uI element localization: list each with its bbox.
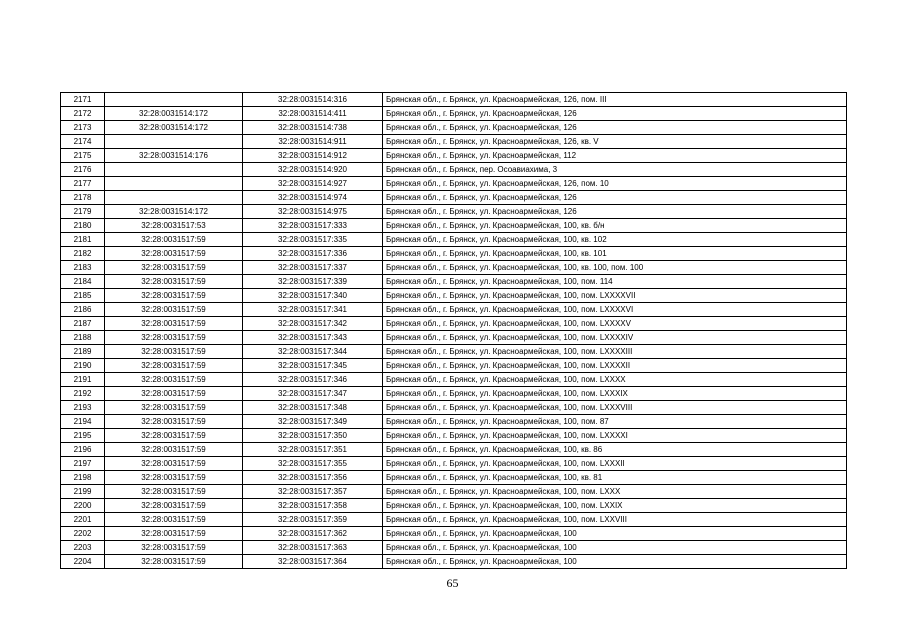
address-cell: Брянская обл., г. Брянск, ул. Красноармейская, 126 (383, 121, 847, 135)
address-cell: Брянская обл., г. Брянск, пер. Осоавиахима, 3 (383, 163, 847, 177)
parent-cadastral-number-cell (105, 135, 243, 149)
parent-cadastral-number-cell: 32:28:0031514:172 (105, 205, 243, 219)
row-number-cell: 2171 (61, 93, 105, 107)
row-number-cell: 2183 (61, 261, 105, 275)
row-number-cell: 2175 (61, 149, 105, 163)
row-number-cell: 2195 (61, 429, 105, 443)
address-cell: Брянская обл., г. Брянск, ул. Красноармейская, 126 (383, 205, 847, 219)
table-row (61, 331, 847, 345)
cadastral-number-cell: 32:28:0031517:348 (243, 401, 383, 415)
row-number-cell: 2202 (61, 527, 105, 541)
address-cell: Брянская обл., г. Брянск, ул. Красноармейская, 112 (383, 149, 847, 163)
parent-cadastral-number-cell: 32:28:0031517:59 (105, 303, 243, 317)
address-cell: Брянская обл., г. Брянск, ул. Красноармейская, 100 (383, 541, 847, 555)
table-row (61, 527, 847, 541)
cadastral-number-cell: 32:28:0031517:356 (243, 471, 383, 485)
address-cell: Брянская обл., г. Брянск, ул. Красноармейская, 100, пом. LXXXIX (383, 387, 847, 401)
cadastral-registry-table (60, 92, 847, 569)
table-row (61, 247, 847, 261)
address-cell: Брянская обл., г. Брянск, ул. Красноармейская, 100, пом. LXXXXVI (383, 303, 847, 317)
table-row (61, 191, 847, 205)
table-row (61, 387, 847, 401)
row-number-cell: 2204 (61, 555, 105, 569)
cadastral-number-cell: 32:28:0031517:335 (243, 233, 383, 247)
parent-cadastral-number-cell: 32:28:0031514:172 (105, 121, 243, 135)
table-row (61, 373, 847, 387)
row-number-cell: 2192 (61, 387, 105, 401)
cadastral-number-cell: 32:28:0031517:355 (243, 457, 383, 471)
table-row (61, 443, 847, 457)
table-row (61, 135, 847, 149)
cadastral-number-cell: 32:28:0031517:358 (243, 499, 383, 513)
row-number-cell: 2187 (61, 317, 105, 331)
cadastral-number-cell: 32:28:0031517:343 (243, 331, 383, 345)
parent-cadastral-number-cell: 32:28:0031517:59 (105, 331, 243, 345)
table-row (61, 275, 847, 289)
address-cell: Брянская обл., г. Брянск, ул. Красноармейская, 100, пом. LXXXXI (383, 429, 847, 443)
row-number-cell: 2196 (61, 443, 105, 457)
parent-cadastral-number-cell: 32:28:0031517:59 (105, 541, 243, 555)
cadastral-number-cell: 32:28:0031517:349 (243, 415, 383, 429)
cadastral-number-cell: 32:28:0031517:362 (243, 527, 383, 541)
row-number-cell: 2182 (61, 247, 105, 261)
table-row (61, 317, 847, 331)
parent-cadastral-number-cell: 32:28:0031517:59 (105, 555, 243, 569)
cadastral-number-cell: 32:28:0031517:359 (243, 513, 383, 527)
address-cell: Брянская обл., г. Брянск, ул. Красноармейская, 100, пом. LXXX (383, 485, 847, 499)
cadastral-number-cell: 32:28:0031517:345 (243, 359, 383, 373)
address-cell: Брянская обл., г. Брянск, ул. Красноармейская, 100, пом. LXXXXII (383, 359, 847, 373)
parent-cadastral-number-cell: 32:28:0031517:59 (105, 485, 243, 499)
parent-cadastral-number-cell: 32:28:0031517:59 (105, 289, 243, 303)
table-row (61, 415, 847, 429)
cadastral-number-cell: 32:28:0031517:339 (243, 275, 383, 289)
cadastral-number-cell: 32:28:0031517:346 (243, 373, 383, 387)
row-number-cell: 2199 (61, 485, 105, 499)
address-cell: Брянская обл., г. Брянск, ул. Красноармейская, 100, пом. LXXXXV (383, 317, 847, 331)
row-number-cell: 2194 (61, 415, 105, 429)
parent-cadastral-number-cell: 32:28:0031514:172 (105, 107, 243, 121)
table-row (61, 205, 847, 219)
row-number-cell: 2172 (61, 107, 105, 121)
address-cell: Брянская обл., г. Брянск, ул. Красноармейская, 126, пом. 10 (383, 177, 847, 191)
table-row (61, 163, 847, 177)
table-row (61, 289, 847, 303)
row-number-cell: 2203 (61, 541, 105, 555)
parent-cadastral-number-cell: 32:28:0031517:59 (105, 457, 243, 471)
parent-cadastral-number-cell: 32:28:0031517:53 (105, 219, 243, 233)
row-number-cell: 2189 (61, 345, 105, 359)
cadastral-number-cell: 32:28:0031514:912 (243, 149, 383, 163)
address-cell: Брянская обл., г. Брянск, ул. Красноармейская, 126 (383, 107, 847, 121)
parent-cadastral-number-cell: 32:28:0031517:59 (105, 527, 243, 541)
cadastral-number-cell: 32:28:0031517:364 (243, 555, 383, 569)
parent-cadastral-number-cell: 32:28:0031517:59 (105, 513, 243, 527)
parent-cadastral-number-cell (105, 177, 243, 191)
table-row (61, 233, 847, 247)
parent-cadastral-number-cell: 32:28:0031517:59 (105, 373, 243, 387)
parent-cadastral-number-cell: 32:28:0031517:59 (105, 415, 243, 429)
cadastral-number-cell: 32:28:0031517:342 (243, 317, 383, 331)
cadastral-number-cell: 32:28:0031514:927 (243, 177, 383, 191)
row-number-cell: 2173 (61, 121, 105, 135)
cadastral-number-cell: 32:28:0031517:333 (243, 219, 383, 233)
parent-cadastral-number-cell: 32:28:0031517:59 (105, 443, 243, 457)
cadastral-number-cell: 32:28:0031514:738 (243, 121, 383, 135)
parent-cadastral-number-cell: 32:28:0031517:59 (105, 317, 243, 331)
page-number: 65 (446, 576, 459, 590)
parent-cadastral-number-cell: 32:28:0031517:59 (105, 471, 243, 485)
row-number-cell: 2184 (61, 275, 105, 289)
parent-cadastral-number-cell: 32:28:0031517:59 (105, 387, 243, 401)
address-cell: Брянская обл., г. Брянск, ул. Красноармейская, 100, кв. 86 (383, 443, 847, 457)
table-row (61, 107, 847, 121)
address-cell: Брянская обл., г. Брянск, ул. Красноармейская, 100, пом. 87 (383, 415, 847, 429)
row-number-cell: 2176 (61, 163, 105, 177)
table-row (61, 261, 847, 275)
parent-cadastral-number-cell: 32:28:0031517:59 (105, 429, 243, 443)
table-row (61, 93, 847, 107)
table-row (61, 499, 847, 513)
address-cell: Брянская обл., г. Брянск, ул. Красноармейская, 100, пом. LXXIX (383, 499, 847, 513)
table-row (61, 429, 847, 443)
table-row (61, 401, 847, 415)
parent-cadastral-number-cell: 32:28:0031517:59 (105, 247, 243, 261)
cadastral-number-cell: 32:28:0031517:351 (243, 443, 383, 457)
parent-cadastral-number-cell (105, 93, 243, 107)
table-row (61, 471, 847, 485)
table-row (61, 541, 847, 555)
address-cell: Брянская обл., г. Брянск, ул. Красноармейская, 100, пом. LXXVIII (383, 513, 847, 527)
cadastral-number-cell: 32:28:0031517:341 (243, 303, 383, 317)
row-number-cell: 2180 (61, 219, 105, 233)
address-cell: Брянская обл., г. Брянск, ул. Красноармейская, 100, пом. LXXXVIII (383, 401, 847, 415)
address-cell: Брянская обл., г. Брянск, ул. Красноармейская, 100, кв. 102 (383, 233, 847, 247)
parent-cadastral-number-cell: 32:28:0031517:59 (105, 275, 243, 289)
parent-cadastral-number-cell (105, 191, 243, 205)
registry-table-body (61, 93, 847, 569)
table-row (61, 359, 847, 373)
address-cell: Брянская обл., г. Брянск, ул. Красноармейская, 100, кв. 100, пом. 100 (383, 261, 847, 275)
table-row (61, 149, 847, 163)
row-number-cell: 2198 (61, 471, 105, 485)
table-row (61, 513, 847, 527)
cadastral-number-cell: 32:28:0031517:347 (243, 387, 383, 401)
parent-cadastral-number-cell: 32:28:0031517:59 (105, 345, 243, 359)
address-cell: Брянская обл., г. Брянск, ул. Красноармейская, 100, пом. LXXXX (383, 373, 847, 387)
table-row (61, 303, 847, 317)
cadastral-number-cell: 32:28:0031514:911 (243, 135, 383, 149)
cadastral-number-cell: 32:28:0031517:344 (243, 345, 383, 359)
parent-cadastral-number-cell: 32:28:0031517:59 (105, 401, 243, 415)
address-cell: Брянская обл., г. Брянск, ул. Красноармейская, 100, пом. LXXXXIII (383, 345, 847, 359)
parent-cadastral-number-cell: 32:28:0031517:59 (105, 261, 243, 275)
address-cell: Брянская обл., г. Брянск, ул. Красноармейская, 126, кв. V (383, 135, 847, 149)
cadastral-number-cell: 32:28:0031517:336 (243, 247, 383, 261)
cadastral-number-cell: 32:28:0031514:316 (243, 93, 383, 107)
address-cell: Брянская обл., г. Брянск, ул. Красноармейская, 126, пом. III (383, 93, 847, 107)
address-cell: Брянская обл., г. Брянск, ул. Красноармейская, 100, пом. LXXXXIV (383, 331, 847, 345)
row-number-cell: 2177 (61, 177, 105, 191)
table-row (61, 555, 847, 569)
address-cell: Брянская обл., г. Брянск, ул. Красноармейская, 100 (383, 527, 847, 541)
parent-cadastral-number-cell: 32:28:0031517:59 (105, 233, 243, 247)
row-number-cell: 2181 (61, 233, 105, 247)
address-cell: Брянская обл., г. Брянск, ул. Красноармейская, 100, пом. 114 (383, 275, 847, 289)
cadastral-number-cell: 32:28:0031517:350 (243, 429, 383, 443)
address-cell: Брянская обл., г. Брянск, ул. Красноармейская, 126 (383, 191, 847, 205)
cadastral-number-cell: 32:28:0031514:975 (243, 205, 383, 219)
parent-cadastral-number-cell (105, 163, 243, 177)
address-cell: Брянская обл., г. Брянск, ул. Красноармейская, 100, кв. б/н (383, 219, 847, 233)
cadastral-number-cell: 32:28:0031517:357 (243, 485, 383, 499)
parent-cadastral-number-cell: 32:28:0031517:59 (105, 359, 243, 373)
address-cell: Брянская обл., г. Брянск, ул. Красноармейская, 100, кв. 101 (383, 247, 847, 261)
row-number-cell: 2179 (61, 205, 105, 219)
table-row (61, 121, 847, 135)
parent-cadastral-number-cell: 32:28:0031517:59 (105, 499, 243, 513)
address-cell: Брянская обл., г. Брянск, ул. Красноармейская, 100, пом. LXXXXVII (383, 289, 847, 303)
table-row (61, 177, 847, 191)
row-number-cell: 2188 (61, 331, 105, 345)
row-number-cell: 2201 (61, 513, 105, 527)
table-row (61, 485, 847, 499)
address-cell: Брянская обл., г. Брянск, ул. Красноармейская, 100, кв. 81 (383, 471, 847, 485)
table-row (61, 457, 847, 471)
cadastral-number-cell: 32:28:0031517:340 (243, 289, 383, 303)
table-row (61, 345, 847, 359)
parent-cadastral-number-cell: 32:28:0031514:176 (105, 149, 243, 163)
table-row (61, 219, 847, 233)
row-number-cell: 2185 (61, 289, 105, 303)
cadastral-number-cell: 32:28:0031514:974 (243, 191, 383, 205)
row-number-cell: 2186 (61, 303, 105, 317)
row-number-cell: 2178 (61, 191, 105, 205)
row-number-cell: 2191 (61, 373, 105, 387)
row-number-cell: 2197 (61, 457, 105, 471)
cadastral-number-cell: 32:28:0031514:920 (243, 163, 383, 177)
cadastral-number-cell: 32:28:0031517:337 (243, 261, 383, 275)
row-number-cell: 2200 (61, 499, 105, 513)
cadastral-number-cell: 32:28:0031514:411 (243, 107, 383, 121)
row-number-cell: 2193 (61, 401, 105, 415)
address-cell: Брянская обл., г. Брянск, ул. Красноармейская, 100 (383, 555, 847, 569)
cadastral-number-cell: 32:28:0031517:363 (243, 541, 383, 555)
row-number-cell: 2174 (61, 135, 105, 149)
address-cell: Брянская обл., г. Брянск, ул. Красноармейская, 100, пом. LXXXII (383, 457, 847, 471)
row-number-cell: 2190 (61, 359, 105, 373)
